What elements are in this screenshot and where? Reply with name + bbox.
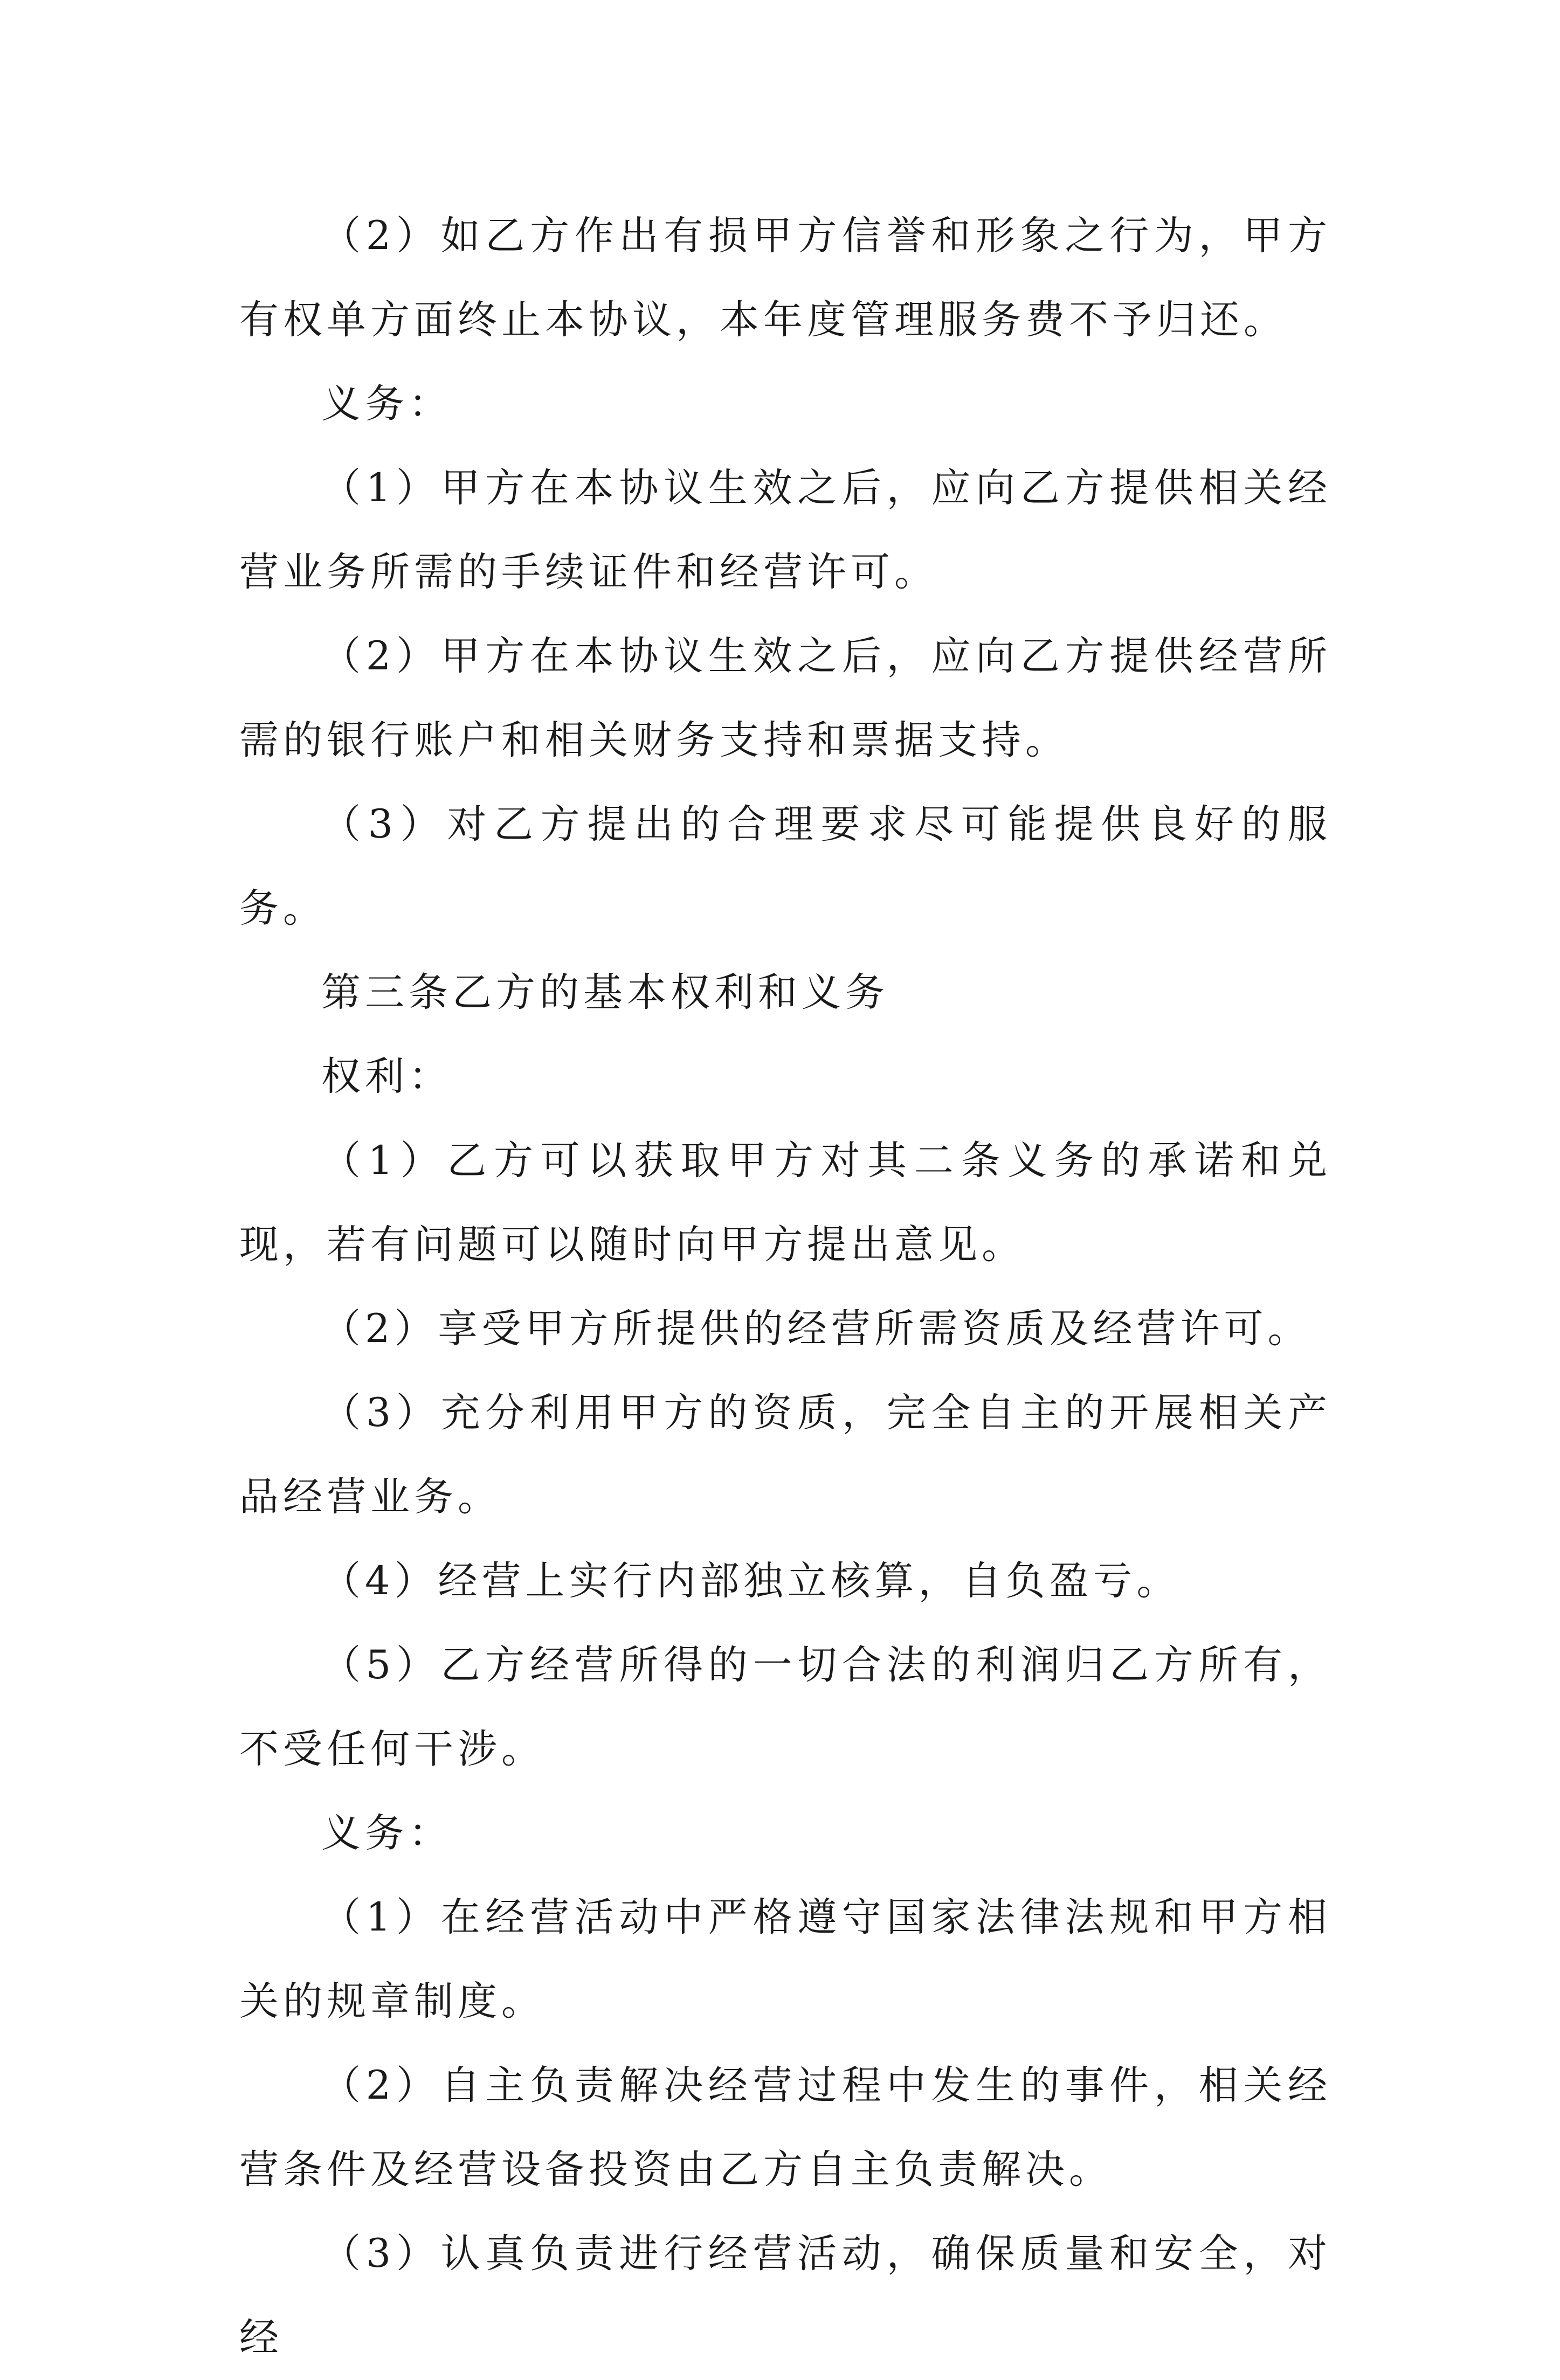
heading-party-b-rights: 权利： xyxy=(321,1054,452,1099)
paragraph-party-b-right-1: （1）乙方可以获取甲方对其二条义务的承诺和兑现，若有问题可以随时向甲方提出意见。 xyxy=(239,1138,1331,1268)
document-body xyxy=(239,194,1331,2380)
paragraph-party-b-right-2: （2）享受甲方所提供的经营所需资质及经营许可。 xyxy=(321,1306,1311,1352)
paragraph-party-b-obligation-1: （1）在经营活动中严格遵守国家法律法规和甲方相关的规章制度。 xyxy=(239,1894,1331,2024)
paragraph-party-b-right-5: （5）乙方经营所得的一切合法的利润归乙方所有，不受任何干涉。 xyxy=(239,1642,1331,1772)
paragraph-party-b-right-4: （4）经营上实行内部独立核算，自负盈亏。 xyxy=(321,1558,1181,1604)
article-three-heading: 第三条乙方的基本权利和义务 xyxy=(321,970,889,1015)
paragraph-party-a-obligation-3: （3）对乙方提出的合理要求尽可能提供良好的服务。 xyxy=(239,801,1331,931)
paragraph-party-a-obligation-1: （1）甲方在本协议生效之后，应向乙方提供相关经营业务所需的手续证件和经营许可。 xyxy=(239,465,1331,595)
paragraph-party-b-obligation-3: （3）认真负责进行经营活动，确保质量和安全，对经 xyxy=(239,2231,1331,2361)
heading-party-a-obligations: 义务： xyxy=(321,381,452,427)
paragraph-party-b-right-3: （3）充分利用甲方的资质，完全自主的开展相关产品经营业务。 xyxy=(239,1390,1331,1520)
heading-party-b-obligations: 义务： xyxy=(321,1810,452,1856)
paragraph-party-a-right-2: （2）如乙方作出有损甲方信誉和形象之行为，甲方有权单方面终止本协议，本年度管理服务费不予归还。 xyxy=(239,213,1331,343)
paragraph-party-b-obligation-2: （2）自主负责解决经营过程中发生的事件，相关经营条件及经营设备投资由乙方自主负责解决。 xyxy=(239,2063,1331,2192)
paragraph-party-a-obligation-2: （2）甲方在本协议生效之后，应向乙方提供经营所需的银行账户和相关财务支持和票据支持。 xyxy=(239,633,1331,763)
